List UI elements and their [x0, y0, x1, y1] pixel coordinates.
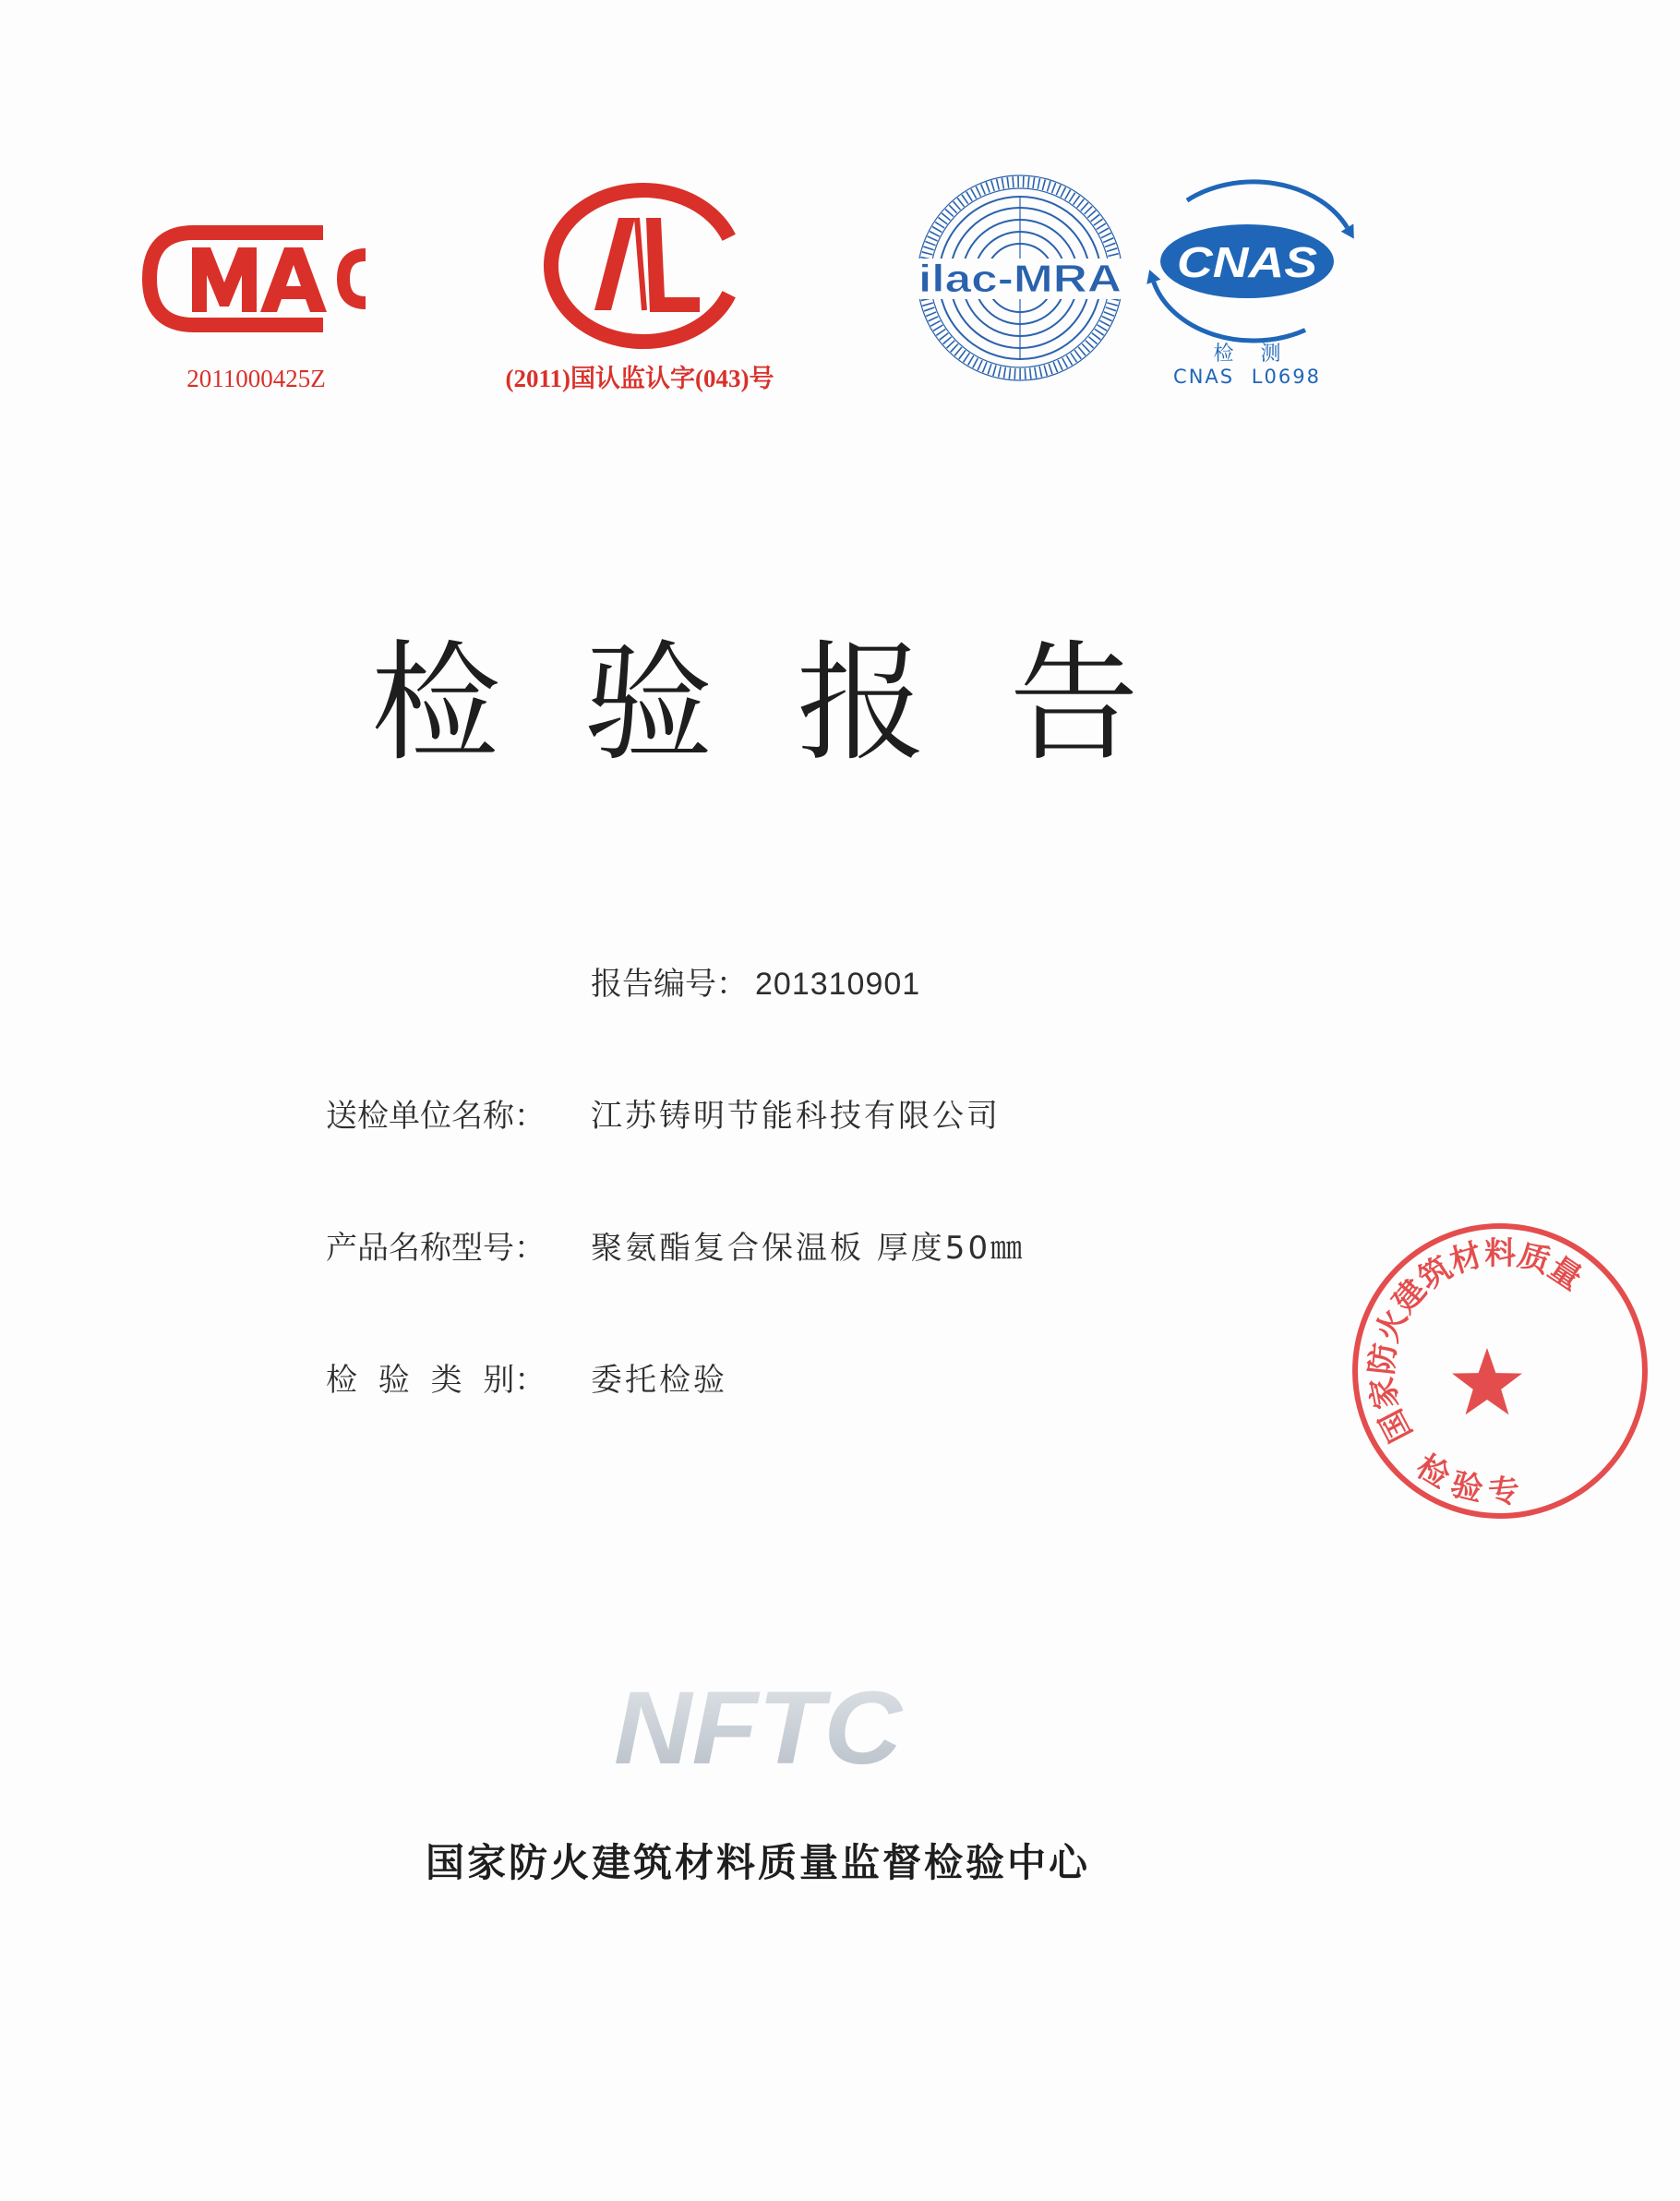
field-label: 送检单位名称：: [326, 1098, 546, 1135]
field-value: 聚氨酯复合保温板 厚度50㎜: [591, 1230, 1026, 1267]
seal-bottom-lettering: [1410, 1448, 1530, 1511]
page-title: 检 验 报 告: [371, 629, 1139, 779]
report-number-value: 201310901: [755, 967, 921, 1002]
cma-logo-bracket-shape: [343, 255, 366, 303]
cma-logo-a-shape: [260, 247, 327, 312]
cal-logo-a-right-stroke: [637, 218, 644, 310]
cal-logo-a-left-stroke: [594, 218, 635, 310]
official-seal-stamp: [1329, 1200, 1589, 1551]
cnas-logo-lettering: CNAS: [1177, 238, 1318, 286]
cnas-logo-top-arrow-arc: [1187, 182, 1348, 228]
ilac-mra-logo: [914, 169, 1126, 387]
cal-number: (2011)国认监认字(043)号: [505, 365, 774, 392]
field-value: 委托检验: [591, 1362, 727, 1399]
field-row-product: [326, 1230, 1249, 1362]
cnas-testing-label: 检 测: [1213, 343, 1281, 366]
seal-star-icon: [1452, 1348, 1522, 1414]
ilac-logo-lettering: ilac-MRA: [918, 257, 1122, 300]
seal-ring-text: 国家防火建筑材料质量: [1363, 1235, 1589, 1449]
cma-logo-m-shape: [192, 247, 257, 312]
nftc-logo-lettering: NFTC: [614, 1670, 905, 1786]
cnas-logo: [1146, 178, 1361, 340]
report-number-row: [326, 966, 1249, 1098]
cal-logo-l-shape: [646, 218, 700, 312]
nftc-logo: [605, 1670, 909, 1786]
field-row-client: [326, 1098, 1249, 1230]
field-value: 江苏铸明节能科技有限公司: [591, 1098, 1001, 1135]
field-label: 产品名称型号：: [326, 1230, 546, 1267]
cma-number: 2011000425Z: [186, 365, 326, 392]
cnas-accreditation-code: CNAS L0698: [1173, 366, 1321, 388]
seal-bottom-text: 检验专: [1410, 1448, 1530, 1512]
seal-graphic: [1329, 1200, 1680, 1551]
report-number-label: 报告编号：: [591, 966, 748, 1003]
report-fields: [326, 966, 1249, 1494]
field-row-test-type: [326, 1362, 1249, 1494]
cal-mark-logo: [541, 181, 746, 352]
field-label: 检 验 类 别：: [326, 1362, 546, 1399]
issuing-organization: 国家防火建筑材料质量监督检验中心: [426, 1840, 1091, 1885]
cma-mark-logo: [138, 222, 374, 337]
